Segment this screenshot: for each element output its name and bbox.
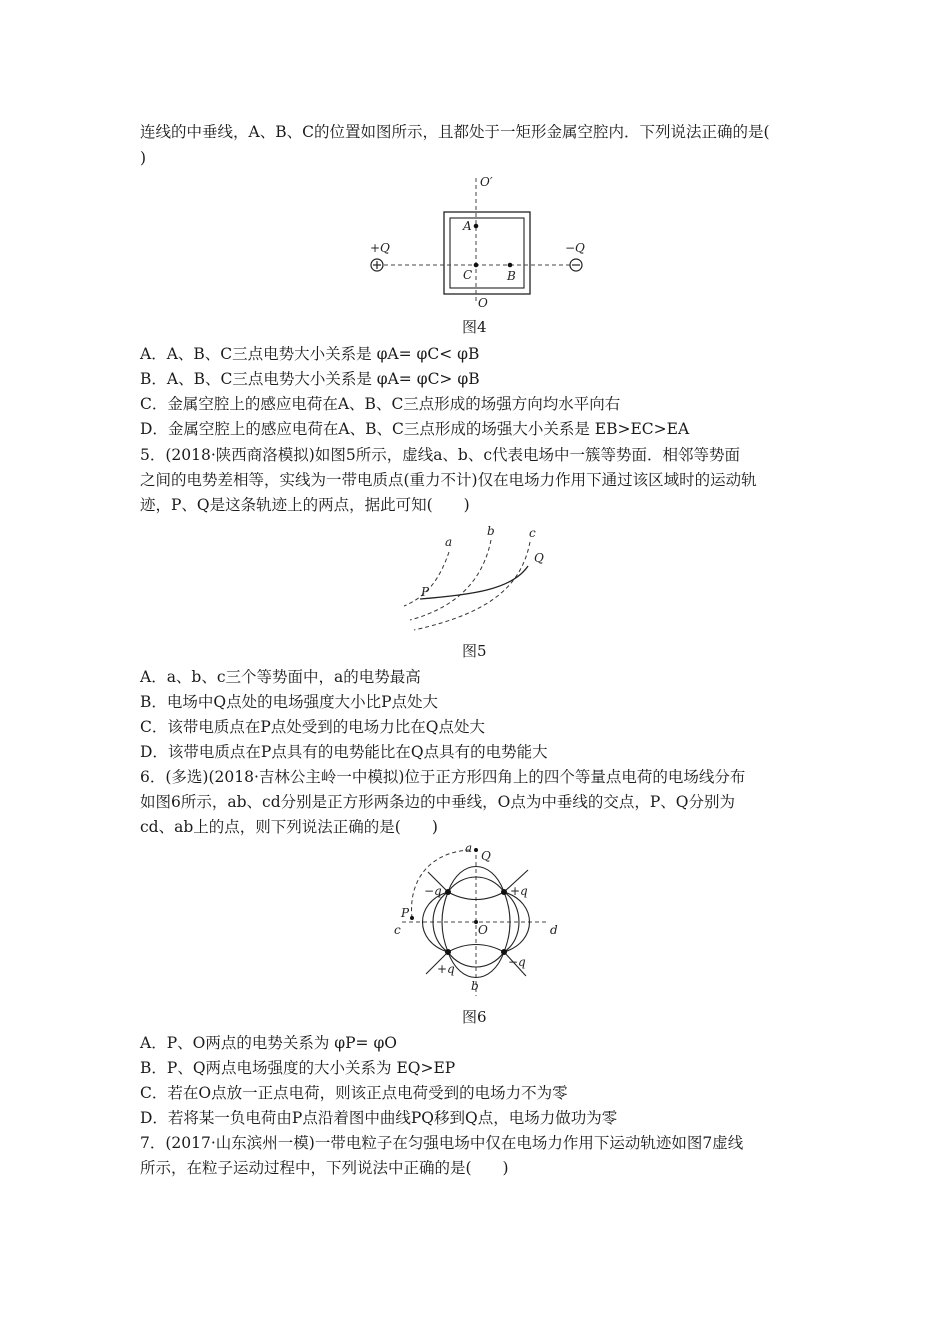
point-b-dot <box>508 263 513 268</box>
point-q-dot <box>474 848 478 852</box>
q6-stem-line-1: 6．(多选)(2018·吉林公主岭一中模拟)位于正方形四角上的四个等量点电荷的电场线分布 <box>140 768 746 786</box>
equipotential-b <box>410 540 491 620</box>
label-b: b <box>471 979 479 993</box>
point-p-dot <box>410 916 414 920</box>
q5-stem-line-1: 5．(2018·陕西商洛模拟)如图5所示，虚线a、b、c代表电场中一簇等势面．相邻等势面 <box>140 446 741 464</box>
label-b: b <box>487 524 495 538</box>
label-a: A <box>463 219 472 233</box>
figure-6-caption: 图6 <box>462 1008 487 1026</box>
q4-option-b: B．A、B、C三点电势大小关系是 φA= φC> φB <box>140 370 480 388</box>
figure-5-caption: 图5 <box>462 642 487 660</box>
label-minus-q-bottom-right: −q <box>508 955 526 969</box>
label-b: B <box>507 269 516 283</box>
q4-option-c: C．金属空腔上的感应电荷在A、B、C三点形成的场强方向均水平向右 <box>140 395 621 413</box>
point-c-dot <box>474 263 479 268</box>
figure-4-caption: 图4 <box>462 318 487 336</box>
q6-option-c: C．若在O点放一正点电荷，则该正点电荷受到的电场力不为零 <box>140 1084 568 1102</box>
label-d: d <box>550 923 558 937</box>
label-p: P <box>421 585 430 599</box>
label-c: C <box>463 268 473 282</box>
q5-option-b: B．电场中Q点处的电场强度大小比P点处大 <box>140 693 439 711</box>
charge-top-right <box>501 889 507 895</box>
q4-stem-line-1: 连线的中垂线，A、B、C的位置如图所示，且都处于一矩形金属空腔内．下列说法正确的是( <box>140 123 770 141</box>
cavity-inner-wall <box>450 218 524 288</box>
label-p: P <box>401 906 410 920</box>
label-plus-q-top-right: +q <box>510 884 528 898</box>
label-a: a <box>465 841 473 855</box>
label-plus-q: +Q <box>370 241 390 255</box>
plus-charge-icon <box>371 259 383 271</box>
q7-stem-line-1: 7．(2017·山东滨州一模)一带电粒子在匀强电场中仅在电场力作用下运动轨迹如图7虚线 <box>140 1134 744 1152</box>
equipotential-c <box>414 542 530 630</box>
q6-option-b: B．P、Q两点电场强度的大小关系为 EQ>EP <box>140 1059 456 1077</box>
label-q: Q <box>534 551 544 565</box>
label-o: O <box>478 923 488 937</box>
label-a: a <box>445 535 453 549</box>
q5-stem-line-3: 迹，P、Q是这条轨迹上的两点，据此可知( ) <box>140 496 470 514</box>
trajectory-pq <box>420 566 528 599</box>
charge-bottom-left <box>445 949 451 955</box>
q4-stem-line-2: ) <box>140 149 147 167</box>
curve-pq <box>412 850 470 918</box>
q6-option-d: D．若将某一负电荷由P点沿着图中曲线PQ移到Q点，电场力做功为零 <box>140 1109 618 1127</box>
label-minus-q: −Q <box>565 241 585 255</box>
label-c: c <box>529 526 536 540</box>
q5-option-c: C．该带电质点在P点处受到的电场力比在Q点处大 <box>140 718 485 736</box>
q5-option-d: D．该带电质点在P点具有的电势能比在Q点具有的电势能大 <box>140 743 548 761</box>
q4-option-a: A．A、B、C三点电势大小关系是 φA= φC< φB <box>140 345 480 363</box>
point-a-dot <box>474 224 479 229</box>
q4-option-d: D．金属空腔上的感应电荷在A、B、C三点形成的场强大小关系是 EB>EC>EA <box>140 420 690 438</box>
label-c: c <box>394 923 401 937</box>
q7-stem-line-2: 所示，在粒子运动过程中，下列说法中正确的是( ) <box>140 1159 509 1177</box>
point-o-dot <box>474 920 478 924</box>
label-o: O <box>478 296 488 310</box>
label-o-prime: O′ <box>480 175 493 189</box>
field-lines <box>423 867 530 978</box>
charge-top-left <box>445 889 451 895</box>
label-q: Q <box>481 849 491 863</box>
q6-stem-line-2: 如图6所示，ab、cd分别是正方形两条边的中垂线，O点为中垂线的交点，P、Q分别为 <box>140 793 735 811</box>
equipotential-a <box>404 552 449 606</box>
cavity-outer-wall <box>444 212 530 294</box>
label-plus-q-bottom-left: +q <box>437 962 455 976</box>
q6-stem-line-3: cd、ab上的点，则下列说法正确的是( ) <box>140 818 438 836</box>
q5-stem-line-2: 之间的电势差相等，实线为一带电质点(重力不计)仅在电场力作用下通过该区域时的运动轨 <box>140 471 757 489</box>
minus-charge-icon <box>570 259 582 271</box>
q5-option-a: A．a、b、c三个等势面中，a的电势最高 <box>140 668 421 686</box>
label-minus-q-top-left: −q <box>424 884 442 898</box>
q6-option-a: A．P、O两点的电势关系为 φP= φO <box>140 1034 398 1052</box>
charge-bottom-right <box>501 949 507 955</box>
